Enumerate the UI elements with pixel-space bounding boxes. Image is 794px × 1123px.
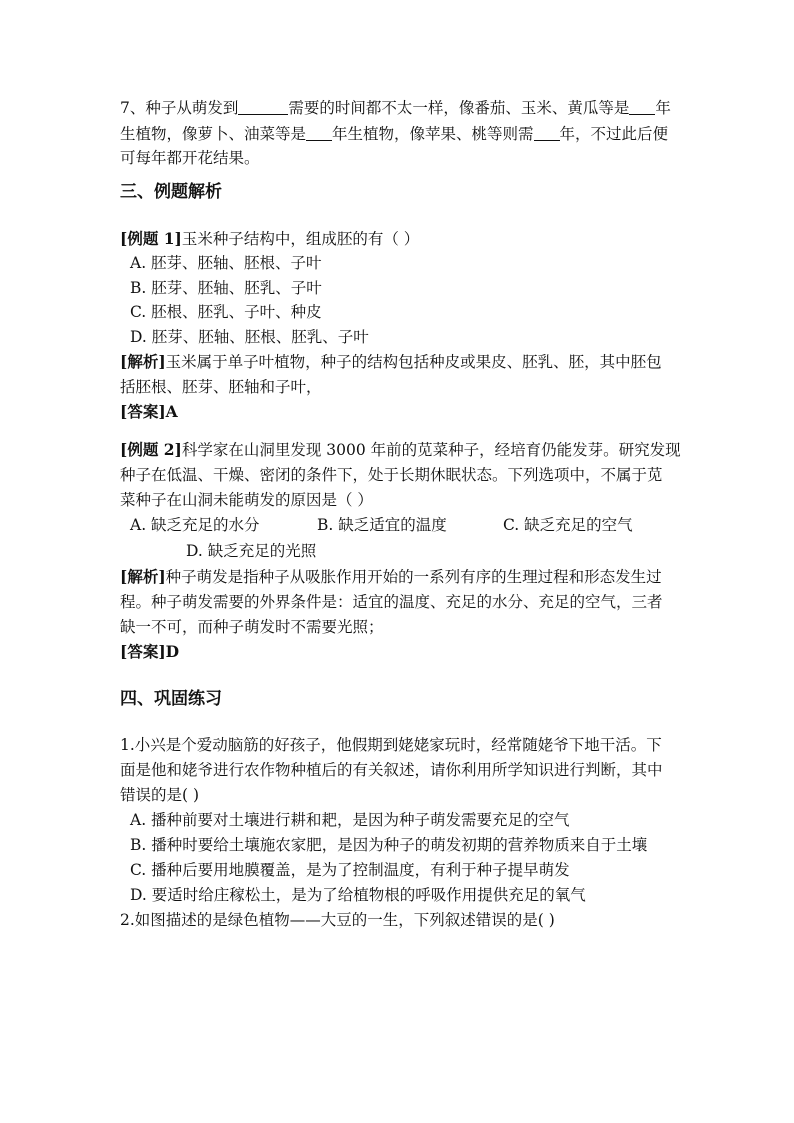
option-d: D. 要适时给庄稼松土，是为了给植物根的呼吸作用提供充足的氧气 — [130, 886, 586, 904]
example-1-answer: [答案]A — [120, 402, 178, 421]
answer-blank — [534, 124, 560, 141]
practice-1-stem: 1.小兴是个爱动脑筋的好孩子，他假期到姥姥家玩时，经常随姥爷下地干活。下 — [120, 736, 662, 754]
answer-blank — [629, 98, 655, 115]
q7-line-2: 生植物，像萝卜、油菜等是 年生植物，像苹果、桃等则需 年，不过此后便 — [120, 125, 669, 143]
example-1-analysis-cont: 括胚根、胚芽、胚轴和子叶， — [120, 378, 322, 396]
q7-line-1: 7、种子从萌发到 需要的时间都不太一样，像番茄、玉米、黄瓜等是 年 — [120, 99, 671, 117]
section-title: 三、例题解析 — [120, 182, 222, 202]
example-1-stem: [例题 1]玉米种子结构中，组成胚的有（ ） — [120, 229, 420, 248]
option-d: D. 胚芽、胚轴、胚根、胚乳、子叶 — [130, 328, 369, 346]
option-b: B. 胚芽、胚轴、胚乳、子叶 — [130, 279, 322, 297]
example-1-analysis: [解析]玉米属于单子叶植物，种子的结构包括种皮或果皮、胚乳、胚，其中胚包 — [120, 352, 662, 371]
option-c: C. 缺乏充足的空气 — [503, 516, 633, 534]
example-2-analysis-cont: 程。种子萌发需要的外界条件是：适宜的温度、充足的水分、充足的空气，三者 — [120, 593, 663, 611]
answer-blank — [306, 124, 332, 141]
q7-line-3: 可每年都开花结果。 — [120, 149, 260, 167]
practice-2-stem: 2.如图描述的是绿色植物——大豆的一生，下列叙述错误的是( ) — [120, 911, 555, 929]
option-a: A. 播种前要对土壤进行耕和耙，是因为种子萌发需要充足的空气 — [130, 811, 570, 829]
example-2-analysis: [解析]种子萌发是指种子从吸胀作用开始的一系列有序的生理过程和形态发生过 — [120, 567, 662, 586]
option-a: A. 胚芽、胚轴、胚根、子叶 — [130, 254, 322, 272]
example-2-answer: [答案]D — [120, 642, 180, 661]
example-2-stem-line-2: 种子在低温、干燥、密闭的条件下，处于长期休眠状态。下列选项中，不属于苋 — [120, 466, 663, 484]
option-b: B. 播种时要给土壤施农家肥，是因为种子的萌发初期的营养物质来自于土壤 — [130, 836, 648, 854]
example-2-analysis-cont: 缺一不可，而种子萌发时不需要光照； — [120, 618, 384, 636]
practice-1-stem-line-2: 面是他和姥爷进行农作物种植后的有关叙述，请你利用所学知识进行判断，其中 — [120, 761, 663, 779]
example-2-stem: [例题 2]科学家在山洞里发现 3000 年前的苋菜种子，经培育仍能发芽。研究发现 — [120, 440, 681, 459]
option-d: D. 缺乏充足的光照 — [186, 542, 317, 560]
example-2-stem-line-3: 菜种子在山洞未能萌发的原因是（ ） — [120, 491, 373, 509]
practice-1-stem-line-3: 错误的是( ) — [120, 786, 200, 804]
option-c: C. 播种后要用地膜覆盖，是为了控制温度，有利于种子提早萌发 — [130, 861, 570, 879]
option-c: C. 胚根、胚乳、子叶、种皮 — [130, 303, 322, 321]
answer-blank — [238, 98, 288, 115]
option-a: A. 缺乏充足的水分 — [130, 516, 260, 534]
option-b: B. 缺乏适宜的温度 — [317, 516, 447, 534]
section-title: 四、巩固练习 — [120, 689, 222, 709]
